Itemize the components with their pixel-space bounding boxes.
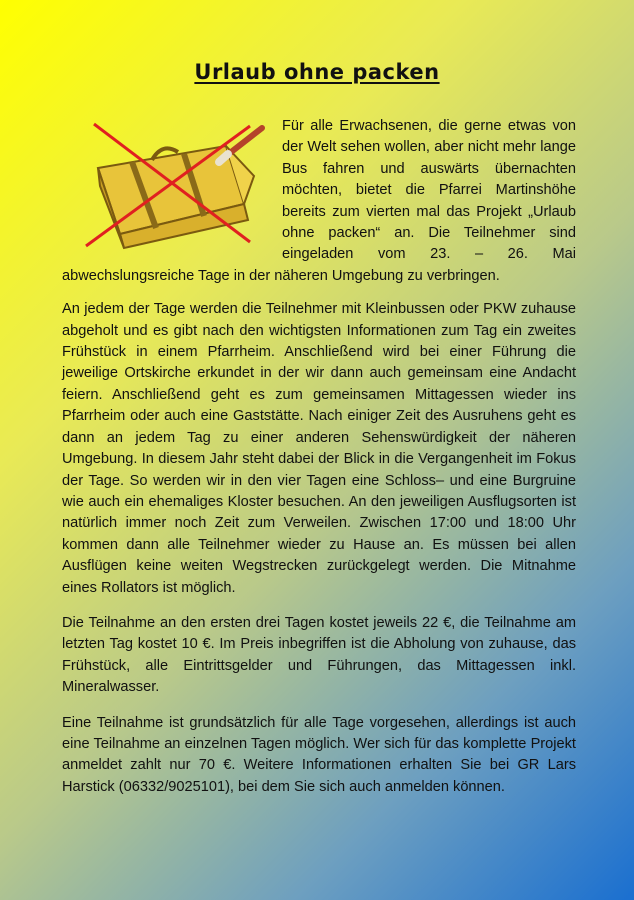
paragraph-registration: Eine Teilnahme ist grundsätzlich für alle Tage vorgesehen, allerdings ist auch eine Teilnahme an einzelnen Tagen möglich. Wer sich für das komplette Projekt anmeldet zahlt nur 70 €. Weitere Informationen erhalten Sie bei GR Lars Harstick (06332/9025101), bei dem Sie sich auch anmelden können.	[62, 714, 576, 795]
crossed-out-suitcase-icon	[76, 116, 272, 256]
paragraph-costs: Die Teilnahme an den ersten drei Tagen kostet jeweils 22 €, die Teilnahme am letzten Tag kostet 10 €. Im Preis inbegriffen ist die Abholung von zuhause, das Frühstück, alle Eintrittsgelder und Führungen, das Mittagessen inkl. Mineralwasser.	[62, 614, 576, 696]
page-title	[0, 60, 634, 84]
paragraph-program: An jedem der Tage werden die Teilnehmer mit Kleinbussen oder PKW zuhause abgeholt und es gibt nach den wichtigsten Informationen zum Tag ein zweites Frühstück in einem Pfarrheim. Anschließend wird bei einer Führung die jeweilige Ortskirche erkundet in der wir dann auch gemeinsam eine Andacht feiern. Anschließend geht es zum gemeinsamen Mittagessen wieder ins Pfarrheim oder auch eine Gaststätte. Nach einiger Zeit des Ausruhens geht es dann an jedem Tag zu einer anderen Sehenswürdigkeit der näheren Umgebung. In diesem Jahr steht dabei der Blick in die Vergangenheit im Fokus der Tage. So werden wir in den vier Tagen eine Schloss– und eine Burgruine wie auch ein ehemaliges Kloster besuchen. An den jeweiligen Ausflugsorten ist natürlich immer noch Zeit zum Verweilen. Zwischen 17:00 und 18:00 Uhr kommen dann alle Teilnehmer wieder zu Hause an. Es müssen bei allen Ausflügen keine weiten Wegstrecken zurückgelegt werden. Die Mitnahme eines Rollators ist möglich.	[62, 301, 576, 596]
paragraph-intro: Für alle Erwachsenen, die gerne etwas von der Welt sehen wollen, aber nicht mehr lange Bus fahren und auswärts übernachten möchten, bietet die Pfarrei Martinshöhe bereits zum vierten mal das Projekt „Urlaub ohne packen“ an. Die Teilnehmer sind eingeladen vom 23. – 26. Mai abwechslungsreiche Tage in der näheren Umgebung zu verbringen.	[62, 118, 576, 284]
title-text: Urlaub ohne packen	[194, 60, 440, 84]
article-body	[62, 116, 576, 812]
